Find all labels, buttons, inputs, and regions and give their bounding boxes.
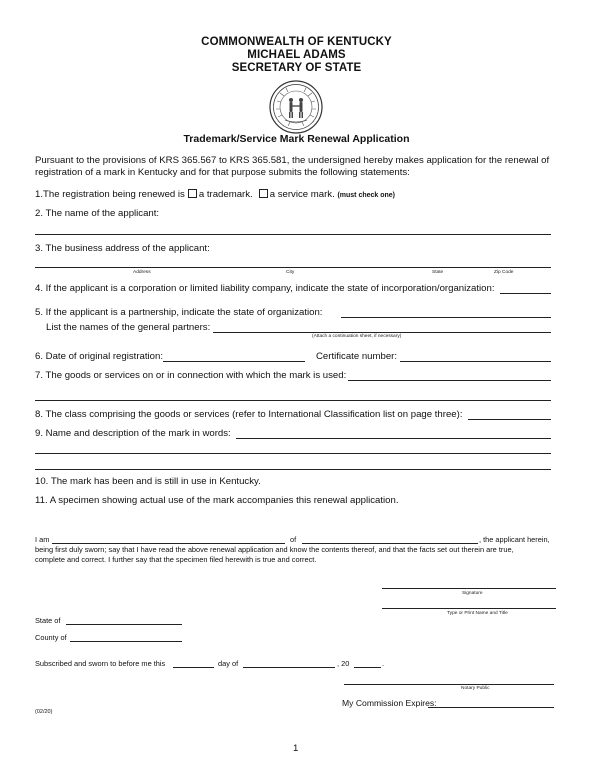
- general-partners-label: List the names of the general partners:: [46, 322, 211, 333]
- question-6: 6. Date of original registration:: [35, 351, 163, 362]
- period-mark: .: [382, 659, 385, 668]
- affiant-entity-field[interactable]: [302, 543, 478, 544]
- q1-option-trademark: a trademark.: [198, 189, 253, 200]
- signature-caption: Signature: [462, 591, 483, 596]
- statement-10: 10. The mark has been and is still in use in Kentucky.: [35, 476, 261, 487]
- service-mark-checkbox[interactable]: [259, 189, 268, 198]
- question-2: 2. The name of the applicant:: [35, 208, 160, 219]
- state-of-label: State of: [35, 616, 61, 625]
- original-registration-date-field[interactable]: [163, 361, 305, 362]
- state-of-incorporation-field[interactable]: [500, 293, 551, 294]
- address-caption: Address: [133, 270, 151, 275]
- signature-field[interactable]: [382, 588, 556, 589]
- notary-public-caption: Notary Public: [461, 686, 490, 691]
- page-number: 1: [293, 743, 299, 754]
- question-3: 3. The business address of the applicant:: [35, 243, 210, 254]
- header-line-3: SECRETARY OF STATE: [231, 62, 362, 74]
- continuation-note: (Attach a continuation sheet, if necessary): [312, 334, 402, 339]
- intro-line-1: Pursuant to the provisions of KRS 365.567 to KRS 365.581, the undersigned hereby makes application for the renewal of: [35, 155, 550, 166]
- oath-i-am-label: I am: [35, 535, 50, 544]
- goods-services-field[interactable]: [348, 380, 551, 381]
- question-9: 9. Name and description of the mark in words:: [35, 428, 231, 439]
- zip-caption: Zip Code: [494, 270, 514, 275]
- commission-expires-label: My Commission Expires:: [342, 698, 437, 708]
- notary-signature-field[interactable]: [344, 684, 554, 685]
- city-caption: City: [286, 270, 295, 275]
- printed-name-caption: Type or Print Name and Title: [447, 611, 508, 616]
- notary-county-field[interactable]: [70, 641, 182, 642]
- intro-paragraph: [35, 155, 560, 179]
- state-seal-icon: [268, 79, 324, 135]
- form-code: (02/20): [35, 709, 53, 715]
- notary-year-field[interactable]: [354, 667, 381, 668]
- class-field[interactable]: [468, 419, 551, 420]
- trademark-checkbox[interactable]: [188, 189, 197, 198]
- question-4: 4. If the applicant is a corporation or limited liability company, indicate the state of incorporation/organization:: [35, 283, 495, 294]
- question-5: 5. If the applicant is a partnership, indicate the state of organization:: [35, 307, 323, 318]
- question-1: [35, 189, 395, 202]
- form-title: Trademark/Service Mark Renewal Application: [183, 133, 410, 145]
- printed-name-title-field[interactable]: [382, 608, 556, 609]
- oath-line-2: being first duly sworn; say that I have read the above renewal application and know the contents thereof, and that the facts set out therein are true,: [35, 545, 514, 554]
- oath-of-label: of: [290, 535, 297, 544]
- partnership-state-field[interactable]: [341, 317, 551, 318]
- mark-description-field-line-3[interactable]: [35, 469, 551, 470]
- q1-note: (must check one): [337, 192, 396, 199]
- q1-label: 1.The registration being renewed is: [35, 189, 185, 200]
- business-address-field[interactable]: [35, 267, 551, 268]
- year-prefix-label: , 20: [337, 659, 350, 668]
- notary-state-field[interactable]: [66, 624, 182, 625]
- commission-expires-field[interactable]: [428, 707, 554, 708]
- mark-description-field[interactable]: [236, 438, 551, 439]
- notary-day-field[interactable]: [173, 667, 214, 668]
- notary-month-field[interactable]: [243, 667, 335, 668]
- oath-applicant-herein: , the applicant herein,: [479, 535, 550, 544]
- affiant-name-field[interactable]: [52, 543, 285, 544]
- goods-services-field-line-2[interactable]: [35, 400, 551, 401]
- day-of-label: day of: [218, 659, 239, 668]
- general-partners-field[interactable]: [213, 332, 551, 333]
- certificate-number-label: Certificate number:: [316, 351, 398, 362]
- intro-line-2: registration of a mark in Kentucky and for that purpose submits the following statements:: [35, 167, 410, 178]
- header-line-1: COMMONWEALTH OF KENTUCKY: [201, 36, 392, 48]
- header-line-2: MICHAEL ADAMS: [247, 49, 346, 61]
- q1-option-service-mark: a service mark.: [269, 189, 335, 200]
- state-caption: State: [432, 270, 444, 275]
- oath-line-3: complete and correct. I further say that the specimen filed herewith is true and correct.: [35, 555, 317, 564]
- certificate-number-field[interactable]: [400, 361, 551, 362]
- county-of-label: County of: [35, 633, 67, 642]
- statement-11: 11. A specimen showing actual use of the mark accompanies this renewal application.: [35, 495, 399, 506]
- applicant-name-field[interactable]: [35, 234, 551, 235]
- question-7: 7. The goods or services on or in connection with which the mark is used:: [35, 370, 347, 381]
- mark-description-field-line-2[interactable]: [35, 453, 551, 454]
- question-8: 8. The class comprising the goods or services (refer to International Classification list on page three):: [35, 409, 463, 420]
- subscribed-sworn-label: Subscribed and sworn to before me this: [35, 659, 166, 668]
